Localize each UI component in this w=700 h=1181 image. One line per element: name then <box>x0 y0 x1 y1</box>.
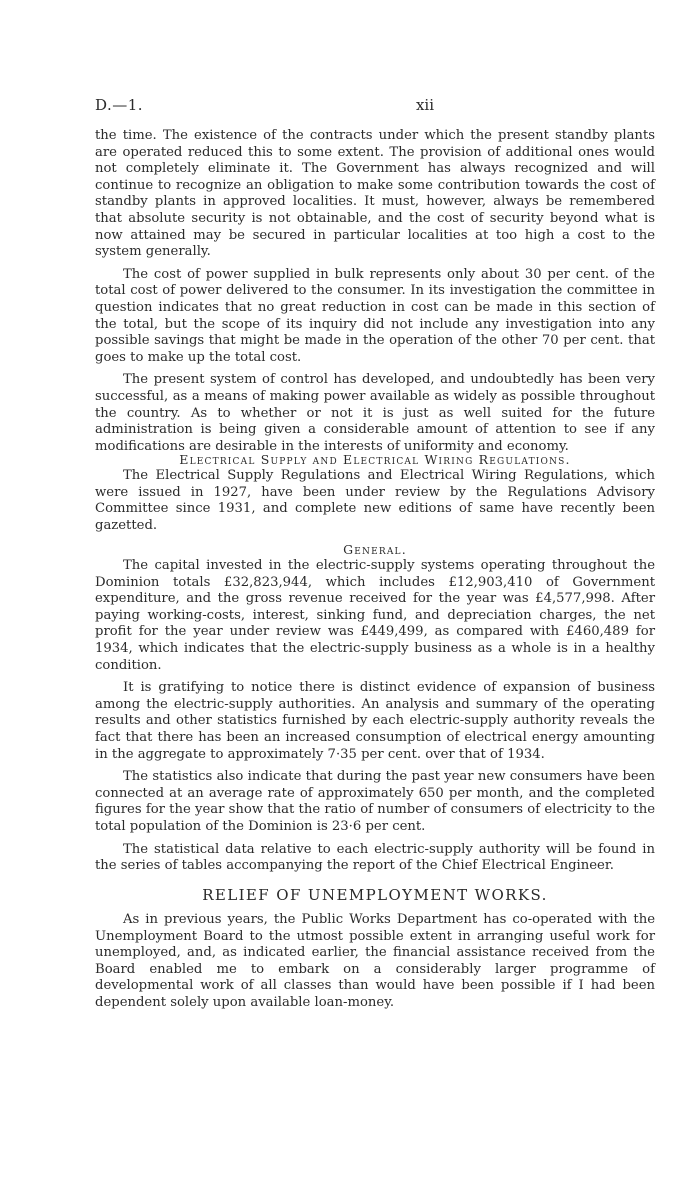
paragraph-relief: As in previous years, the Public Works Department has co-operated with the Unemployment Board to the utmost possible extent in arranging useful work for unemployed, and, as indicated earlier, the financial assistance received from the Board enabled me to embark on a considerably larger programme of developmental work of all classes than would have been possible if I had been dependent solely upon available loan-money. <box>95 912 655 1010</box>
paragraph-system-of-control: The present system of control has developed, and undoubtedly has been very successful, as a means of making power available as widely as possible throughout the country. As to whether or not it is just as well suited for the future administration is being given a considerable amount of attention to see if any modifications are desirable in the interests of uniformity and economy. <box>95 372 655 454</box>
intro-section <box>95 128 655 455</box>
paragraph-statistics: The statistics also indicate that during the past year new consumers have been connected at an average rate of approximately 650 per month, and the completed figures for the year show that the ratio of number of consumers of electricity to the total population of the Dominion is 23·6 per cent. <box>95 769 655 834</box>
general-heading: General. <box>343 542 407 557</box>
paragraph-expansion: It is gratifying to notice there is distinct evidence of expansion of business among the electric-supply authorities. An analysis and summary of the operating results and other statistics furnished by each electric-supply authority reveals the fact that there has been an increased consumption of electrical energy amounting in the aggregate to approximately 7·35 per cent. over that of 1934. <box>95 680 655 762</box>
regulations-heading: Electrical Supply and Electrical Wiring Regulations. <box>179 452 571 467</box>
paragraph-continuation: the time. The existence of the contracts under which the present standby plants are operated reduced this to some extent. The provision of additional ones would not completely eliminate it. The Government has always recognized and will continue to recognize an obligation to make some contribution towards the cost of standby plants in approved localities. It must, however, always be remembered that absolute security is not obtainable, and the cost of security beyond what is now attained may be secured in particular localities at too high a cost to the system generally. <box>95 128 655 260</box>
page-header <box>95 96 655 116</box>
relief-heading: RELIEF OF UNEMPLOYMENT WORKS. <box>202 886 548 904</box>
relief-section <box>95 912 655 1012</box>
paragraph-statistical-data: The statistical data relative to each electric-supply authority will be found in the series of tables accompanying the report of the Chief Electrical Engineer. <box>95 841 655 874</box>
document-reference: D.—1. <box>95 96 144 114</box>
paragraph-regulations: The Electrical Supply Regulations and Electrical Wiring Regulations, which were issued in 1927, have been under review by the Regulations Advisory Committee since 1931, and complete new editions of same have recently been gazetted. <box>95 468 655 533</box>
page-number: xii <box>415 96 435 114</box>
paragraph-bulk-power-cost: The cost of power supplied in bulk represents only about 30 per cent. of the total cost of power delivered to the consumer. In its investigation the committee in question indicates that no great reduction in cost can be made in this section of the total, but the scope of its inquiry did not include any investigation into any possible savings that might be made in the operation of the other 70 per cent. that goes to make up the total cost. <box>95 266 655 365</box>
general-section <box>95 558 655 875</box>
regulations-section <box>95 468 655 534</box>
paragraph-capital-invested: The capital invested in the electric-supply systems operating throughout the Dominion totals £32,823,944, which includes £12,903,410 of Government expenditure, and the gross revenue received for the year was £4,577,998. After paying working-costs, interest, sinking fund, and depreciation charges, the net profit for the year under review was £449,499, as compared with £460,489 for 1934, which indicates that the electric-supply business as a whole is in a healthy condition. <box>95 558 655 673</box>
